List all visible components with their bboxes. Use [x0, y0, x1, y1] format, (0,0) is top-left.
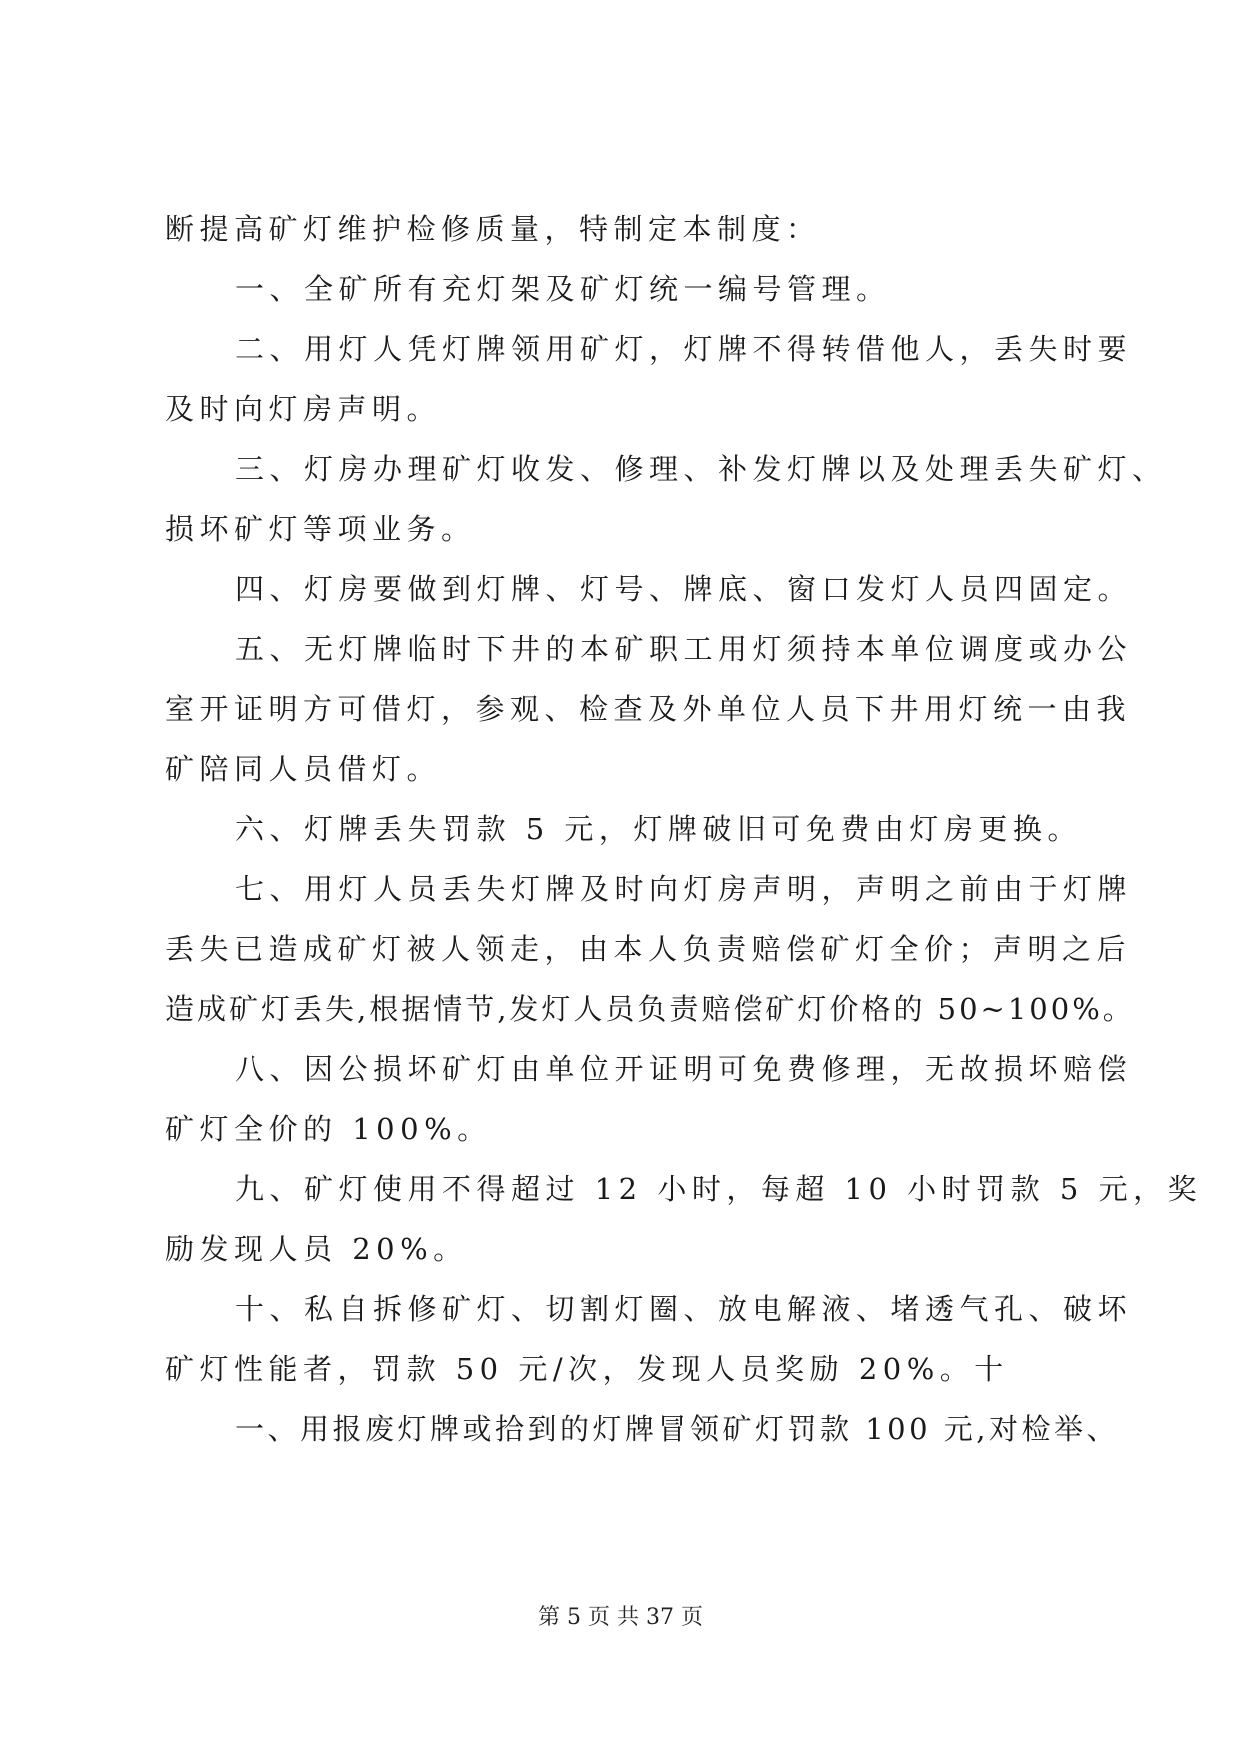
text-line: 及时向灯房声明。 [165, 392, 442, 426]
page-number: 第 5 页 共 37 页 [538, 1605, 703, 1630]
text-line: 九、矿灯使用不得超过 12 小时，每超 10 小时罚款 5 元，奖 [235, 1172, 1203, 1206]
text-line: 五、无灯牌临时下井的本矿职工用灯须持本单位调度或办公 [235, 632, 1133, 666]
text-line: 矿灯性能者，罚款 50 元/次，发现人员奖励 20%。十 [165, 1352, 1009, 1386]
text-line: 八、因公损坏矿灯由单位开证明可免费修理，无故损坏赔偿 [235, 1052, 1133, 1086]
text-line: 七、用灯人员丢失灯牌及时向灯房声明，声明之前由于灯牌 [235, 872, 1133, 906]
text-line: 二、用灯人凭灯牌领用矿灯，灯牌不得转借他人，丢失时要 [235, 332, 1133, 366]
text-line: 四、灯房要做到灯牌、灯号、牌底、窗口发灯人员四固定。 [235, 572, 1133, 606]
text-line: 六、灯牌丢失罚款 5 元，灯牌破旧可免费由灯房更换。 [235, 812, 1082, 846]
text-line: 一、全矿所有充灯架及矿灯统一编号管理。 [235, 272, 891, 306]
text-line: 造成矿灯丢失,根据情节,发灯人员负责赔偿矿灯价格的 50~100%。 [165, 992, 1135, 1026]
text-line: 三、灯房办理矿灯收发、修理、补发灯牌以及处理丢失矿灯、 [235, 452, 1167, 486]
text-line: 丢失已造成矿灯被人领走，由本人负责赔偿矿灯全价；声明之后 [165, 932, 1132, 966]
text-line: 室开证明方可借灯，参观、检查及外单位人员下井用灯统一由我 [165, 692, 1132, 726]
text-line: 一、用报废灯牌或拾到的灯牌冒领矿灯罚款 100 元,对检举、 [235, 1412, 1120, 1446]
text-line: 矿灯全价的 100%。 [165, 1112, 492, 1146]
text-line: 励发现人员 20%。 [165, 1232, 468, 1266]
text-line: 十、私自拆修矿灯、切割灯圈、放电解液、堵透气孔、破坏 [235, 1292, 1133, 1326]
text-line: 断提高矿灯维护检修质量，特制定本制度： [165, 212, 821, 246]
text-line: 损坏矿灯等项业务。 [165, 512, 476, 546]
text-line: 矿陪同人员借灯。 [165, 752, 442, 786]
